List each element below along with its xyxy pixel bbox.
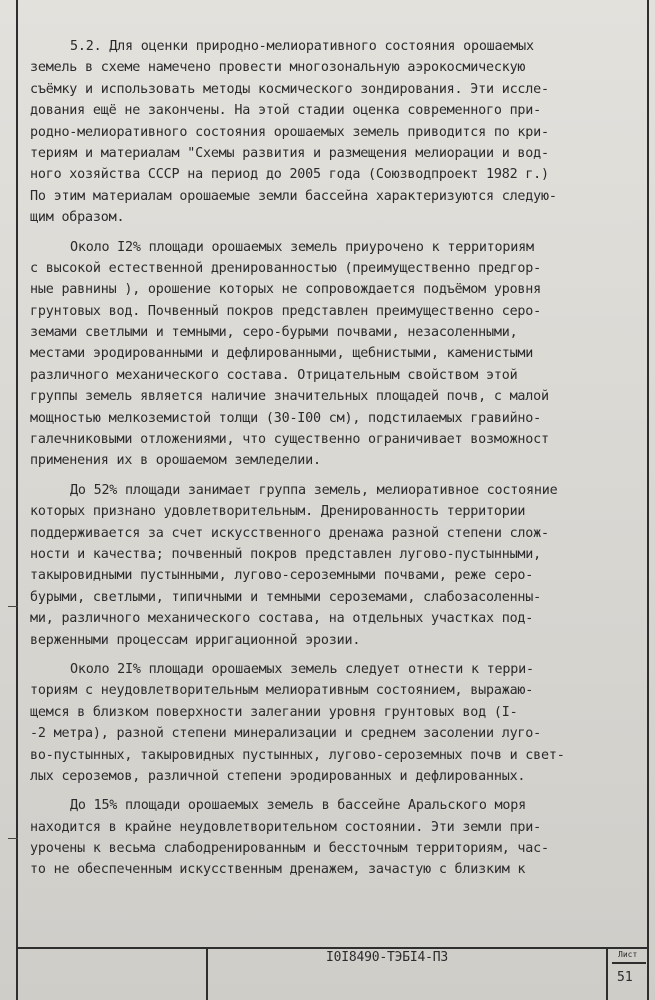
text-line: с высокой естественной дренированностью (преимущественно предгор- — [30, 260, 542, 276]
paragraph — [30, 36, 626, 229]
text-line: родно-мелиоративного состояния орошаемых земель приводится по кри- — [30, 124, 549, 140]
text-line: группы земель является наличие значительных площадей почв, с малой — [30, 389, 549, 405]
text-line: местами эродированными и дефлированными, щебнистыми, каменистыми — [30, 346, 534, 362]
paragraph-gap — [30, 472, 626, 480]
text-line: которых признано удовлетворительным. Дренированность территории — [30, 504, 526, 520]
text-line: галечниковыми отложениями, что существенно ограничивает возможност — [30, 432, 549, 448]
text-line: Около I2% площади орошаемых земель приурочено к территориям — [70, 239, 534, 255]
text-line: различного механического состава. Отрицательным свойством этой — [30, 367, 518, 383]
text-line: ного хозяйства СССР на период до 2005 года (Союзводпроект 1982 г.) — [30, 167, 549, 183]
text-line: урочены к весьма слабодренированным и бессточным территориям, час- — [30, 841, 549, 857]
text-line: находится в крайне неудовлетворительном состоянии. Эти земли при- — [30, 819, 542, 835]
text-line: щим образом. — [30, 210, 125, 226]
text-line: то не обеспеченным искусственным дренажем, зачастую с близким к — [30, 862, 526, 878]
text-line: дования ещё не закончены. На этой стадии оценка современного при- — [30, 103, 542, 119]
sheet-number: 51 — [617, 970, 633, 985]
text-line: До 15% площади орошаемых земель в бассейне Аральского моря — [70, 798, 526, 814]
text-line: применения их в орошаемом земледелии. — [30, 453, 321, 469]
paragraph — [30, 480, 626, 651]
text-line: Около 2I% площади орошаемых земель следует отнести к терри- — [70, 661, 534, 677]
text-line: По этим материалам орошаемые земли бассейна характеризуются следую- — [30, 188, 557, 204]
document-code: I0I8490-ТЭБI4-ПЗ — [326, 950, 449, 965]
text-line: грунтовых вод. Почвенный покров представлен преимущественно серо- — [30, 303, 542, 319]
text-line: земель в схеме намечено провести многозональную аэрокосмическую — [30, 60, 526, 76]
margin-tick — [8, 606, 18, 607]
text-line: ности и качества; почвенный покров представлен лугово-пустынными, — [30, 546, 542, 562]
text-line: териям и материалам "Схемы развития и размещения мелиорации и вод- — [30, 145, 549, 161]
sheet-label: Лист — [618, 950, 638, 959]
text-line: такыровидными пустынными, лугово-сероземными почвами, реже серо- — [30, 568, 534, 584]
paragraph-gap — [30, 651, 626, 659]
text-line: бурыми, светлыми, типичными и темными сероземами, слабозасоленны- — [30, 589, 542, 605]
text-line: 5.2. Для оценки природно-мелиоративного состояния орошаемых — [70, 39, 534, 54]
body-text — [30, 36, 626, 881]
text-line: -2 метра), разной степени минерализации и среднем засолении луго- — [30, 726, 542, 742]
paragraph-gap — [30, 229, 626, 237]
margin-tick — [8, 838, 18, 839]
text-line: До 52% площади занимает группа земель, мелиоративное состояние — [70, 482, 558, 498]
text-line: ные равнины ), орошение которых не сопровождается подъёмом уровня — [30, 282, 542, 298]
text-line: поддерживается за счет искусственного дренажа разной степени слож- — [30, 525, 549, 541]
paragraph-gap — [30, 787, 626, 795]
text-line: мощностью мелкоземистой толщи (30-I00 см), подстилаемых гравийно- — [30, 410, 542, 426]
paragraph — [30, 237, 626, 472]
text-line: ми, различного механического состава, на отдельных участках под- — [30, 611, 534, 627]
title-block-left-cell — [18, 947, 208, 1000]
text-line: верженными процессам ирригационной эрозии. — [30, 632, 361, 648]
text-line: во-пустынных, такыровидных пустынных, лугово-сероземных почв и свет- — [30, 747, 565, 763]
text-line: щемся в близком поверхности залегании уровня грунтовых вод (I- — [30, 704, 518, 720]
text-line: лых сероземов, различной степени эродированных и дефлированных. — [30, 768, 526, 784]
text-line: ториям с неудовлетворительным мелиоративным состоянием, выражаю- — [30, 683, 534, 699]
paragraph — [30, 795, 626, 881]
text-line: земами светлыми и темными, серо-бурыми почвами, незасоленными, — [30, 325, 518, 341]
text-line: съёмку и использовать методы космического зондирования. Эти иссле- — [30, 81, 549, 97]
paragraph — [30, 659, 626, 787]
